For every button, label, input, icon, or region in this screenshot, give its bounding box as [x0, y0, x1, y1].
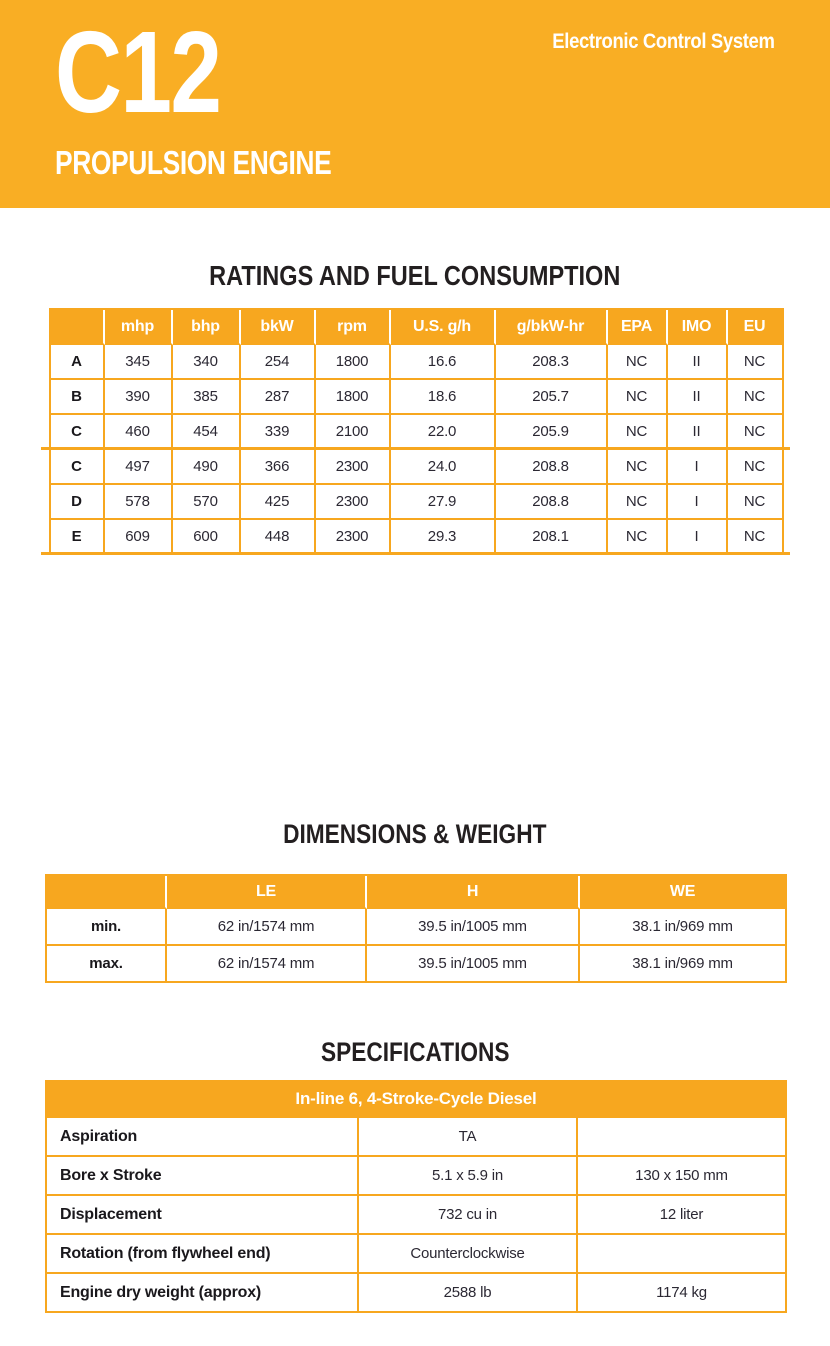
tagline-text: Electronic Control System — [552, 30, 775, 53]
ratings-section-title-text: RATINGS AND FUEL CONSUMPTION — [209, 260, 621, 291]
ratings-cell: NC — [728, 415, 784, 450]
dimensions-col-header-blank — [47, 876, 167, 909]
ratings-cell: NC — [728, 450, 784, 485]
ratings-col-header-rpm: rpm — [316, 310, 391, 345]
ratings-cell: 425 — [241, 485, 316, 520]
ratings-cell: 460 — [105, 415, 173, 450]
ratings-cell: 390 — [105, 380, 173, 415]
dimensions-col-header-h: H — [367, 876, 580, 909]
dimensions-row-label: max. — [47, 946, 167, 983]
table-row — [47, 1274, 787, 1313]
ratings-section-title — [0, 258, 830, 294]
dimensions-cell: 38.1 in/969 mm — [580, 909, 787, 946]
spec-value-cell: 2588 lb — [359, 1274, 578, 1313]
dimensions-section-title — [0, 817, 830, 851]
ratings-cell: II — [668, 380, 728, 415]
ratings-cell: 208.1 — [496, 520, 608, 555]
spec-value-cell: 12 liter — [578, 1196, 787, 1235]
ratings-cell: 27.9 — [391, 485, 496, 520]
ratings-cell: 339 — [241, 415, 316, 450]
engine-model-title: C12 — [55, 7, 221, 137]
specifications-table — [45, 1080, 785, 1313]
specifications-section-title — [0, 1035, 830, 1069]
ratings-cell: 490 — [173, 450, 241, 485]
ratings-cell: 385 — [173, 380, 241, 415]
dimensions-col-header-le: LE — [167, 876, 367, 909]
ratings-col-header-eu: EU — [728, 310, 784, 345]
spec-row-label: Engine dry weight (approx) — [47, 1274, 359, 1313]
ratings-cell: 205.7 — [496, 380, 608, 415]
ratings-cell: 609 — [105, 520, 173, 555]
ratings-cell: 340 — [173, 345, 241, 380]
rating-row-label: C — [51, 450, 105, 485]
ratings-cell: II — [668, 345, 728, 380]
ratings-col-header-epa: EPA — [608, 310, 668, 345]
ratings-cell: 1800 — [316, 380, 391, 415]
dimensions-cell: 39.5 in/1005 mm — [367, 946, 580, 983]
dimensions-table — [45, 874, 785, 983]
ratings-cell: 2300 — [316, 450, 391, 485]
ratings-col-header-blank — [51, 310, 105, 345]
ratings-cell: NC — [608, 450, 668, 485]
specifications-engine-config-header: In-line 6, 4-Stroke-Cycle Diesel — [47, 1082, 787, 1118]
spec-row-label: Rotation (from flywheel end) — [47, 1235, 359, 1274]
spec-value-cell: Counterclockwise — [359, 1235, 578, 1274]
ratings-cell: NC — [608, 415, 668, 450]
header-banner — [0, 0, 830, 208]
table-row — [51, 415, 784, 450]
spec-value-cell: 130 x 150 mm — [578, 1157, 787, 1196]
dimensions-row-label: min. — [47, 909, 167, 946]
ratings-cell: NC — [608, 485, 668, 520]
dimensions-cell: 62 in/1574 mm — [167, 946, 367, 983]
rating-row-label: D — [51, 485, 105, 520]
ratings-table — [49, 308, 782, 555]
table-row — [51, 380, 784, 415]
ratings-cell: 205.9 — [496, 415, 608, 450]
ratings-col-header-usgh: U.S. g/h — [391, 310, 496, 345]
ratings-cell: 18.6 — [391, 380, 496, 415]
dimensions-cell: 39.5 in/1005 mm — [367, 909, 580, 946]
table-row — [47, 1157, 787, 1196]
ratings-cell: NC — [728, 380, 784, 415]
dimensions-section-title-text: DIMENSIONS & WEIGHT — [283, 819, 547, 849]
engine-type-subtitle: PROPULSION ENGINE — [55, 144, 332, 181]
ratings-cell: 16.6 — [391, 345, 496, 380]
ratings-cell: 366 — [241, 450, 316, 485]
ratings-cell: NC — [728, 485, 784, 520]
ratings-cell: I — [668, 485, 728, 520]
rating-row-label: B — [51, 380, 105, 415]
ratings-cell: 345 — [105, 345, 173, 380]
rating-row-label: E — [51, 520, 105, 555]
table-row — [51, 520, 784, 555]
table-row — [47, 909, 787, 946]
ratings-cell: I — [668, 450, 728, 485]
ratings-cell: 497 — [105, 450, 173, 485]
ratings-cell: 22.0 — [391, 415, 496, 450]
spec-value-cell — [578, 1235, 787, 1274]
ratings-cell: NC — [608, 520, 668, 555]
ratings-cell: 454 — [173, 415, 241, 450]
table-row — [47, 1118, 787, 1157]
ratings-cell: 208.8 — [496, 485, 608, 520]
ratings-col-header-bhp: bhp — [173, 310, 241, 345]
ratings-cell: 2100 — [316, 415, 391, 450]
table-row — [47, 1235, 787, 1274]
dimensions-col-header-we: WE — [580, 876, 787, 909]
ratings-cell: 29.3 — [391, 520, 496, 555]
ratings-bottom-rule — [41, 552, 790, 555]
ratings-cell: 2300 — [316, 485, 391, 520]
ratings-cell: 578 — [105, 485, 173, 520]
spec-row-label: Bore x Stroke — [47, 1157, 359, 1196]
ratings-cell: NC — [728, 520, 784, 555]
ratings-cell: 287 — [241, 380, 316, 415]
table-row — [51, 450, 784, 485]
spec-value-cell: TA — [359, 1118, 578, 1157]
ratings-cell: NC — [608, 380, 668, 415]
ratings-cell: 2300 — [316, 520, 391, 555]
ratings-col-header-mhp: mhp — [105, 310, 173, 345]
ratings-col-header-bkw: bkW — [241, 310, 316, 345]
spec-value-cell — [578, 1118, 787, 1157]
ratings-cell: 208.8 — [496, 450, 608, 485]
ratings-col-header-gbkwhr: g/bkW-hr — [496, 310, 608, 345]
ratings-cell: NC — [728, 345, 784, 380]
spec-value-cell: 5.1 x 5.9 in — [359, 1157, 578, 1196]
ratings-cell: 570 — [173, 485, 241, 520]
dimensions-cell: 38.1 in/969 mm — [580, 946, 787, 983]
ratings-cell: 448 — [241, 520, 316, 555]
ratings-cell: 24.0 — [391, 450, 496, 485]
ratings-section-divider — [41, 447, 790, 450]
table-row — [47, 1196, 787, 1235]
specifications-header-row — [47, 1082, 787, 1118]
spec-row-label: Aspiration — [47, 1118, 359, 1157]
dimensions-cell: 62 in/1574 mm — [167, 909, 367, 946]
rating-row-label: A — [51, 345, 105, 380]
ratings-cell: I — [668, 520, 728, 555]
dimensions-header-row — [47, 876, 787, 909]
spec-value-cell: 732 cu in — [359, 1196, 578, 1235]
rating-row-label: C — [51, 415, 105, 450]
spec-value-cell: 1174 kg — [578, 1274, 787, 1313]
ratings-cell: II — [668, 415, 728, 450]
spec-row-label: Displacement — [47, 1196, 359, 1235]
ratings-cell: 600 — [173, 520, 241, 555]
ratings-header-row — [51, 310, 784, 345]
table-row — [47, 946, 787, 983]
ratings-col-header-imo: IMO — [668, 310, 728, 345]
ratings-cell: 208.3 — [496, 345, 608, 380]
specifications-section-title-text: SPECIFICATIONS — [320, 1037, 510, 1067]
table-row — [51, 485, 784, 520]
table-row — [51, 345, 784, 380]
ratings-cell: 1800 — [316, 345, 391, 380]
ratings-cell: NC — [608, 345, 668, 380]
ratings-cell: 254 — [241, 345, 316, 380]
